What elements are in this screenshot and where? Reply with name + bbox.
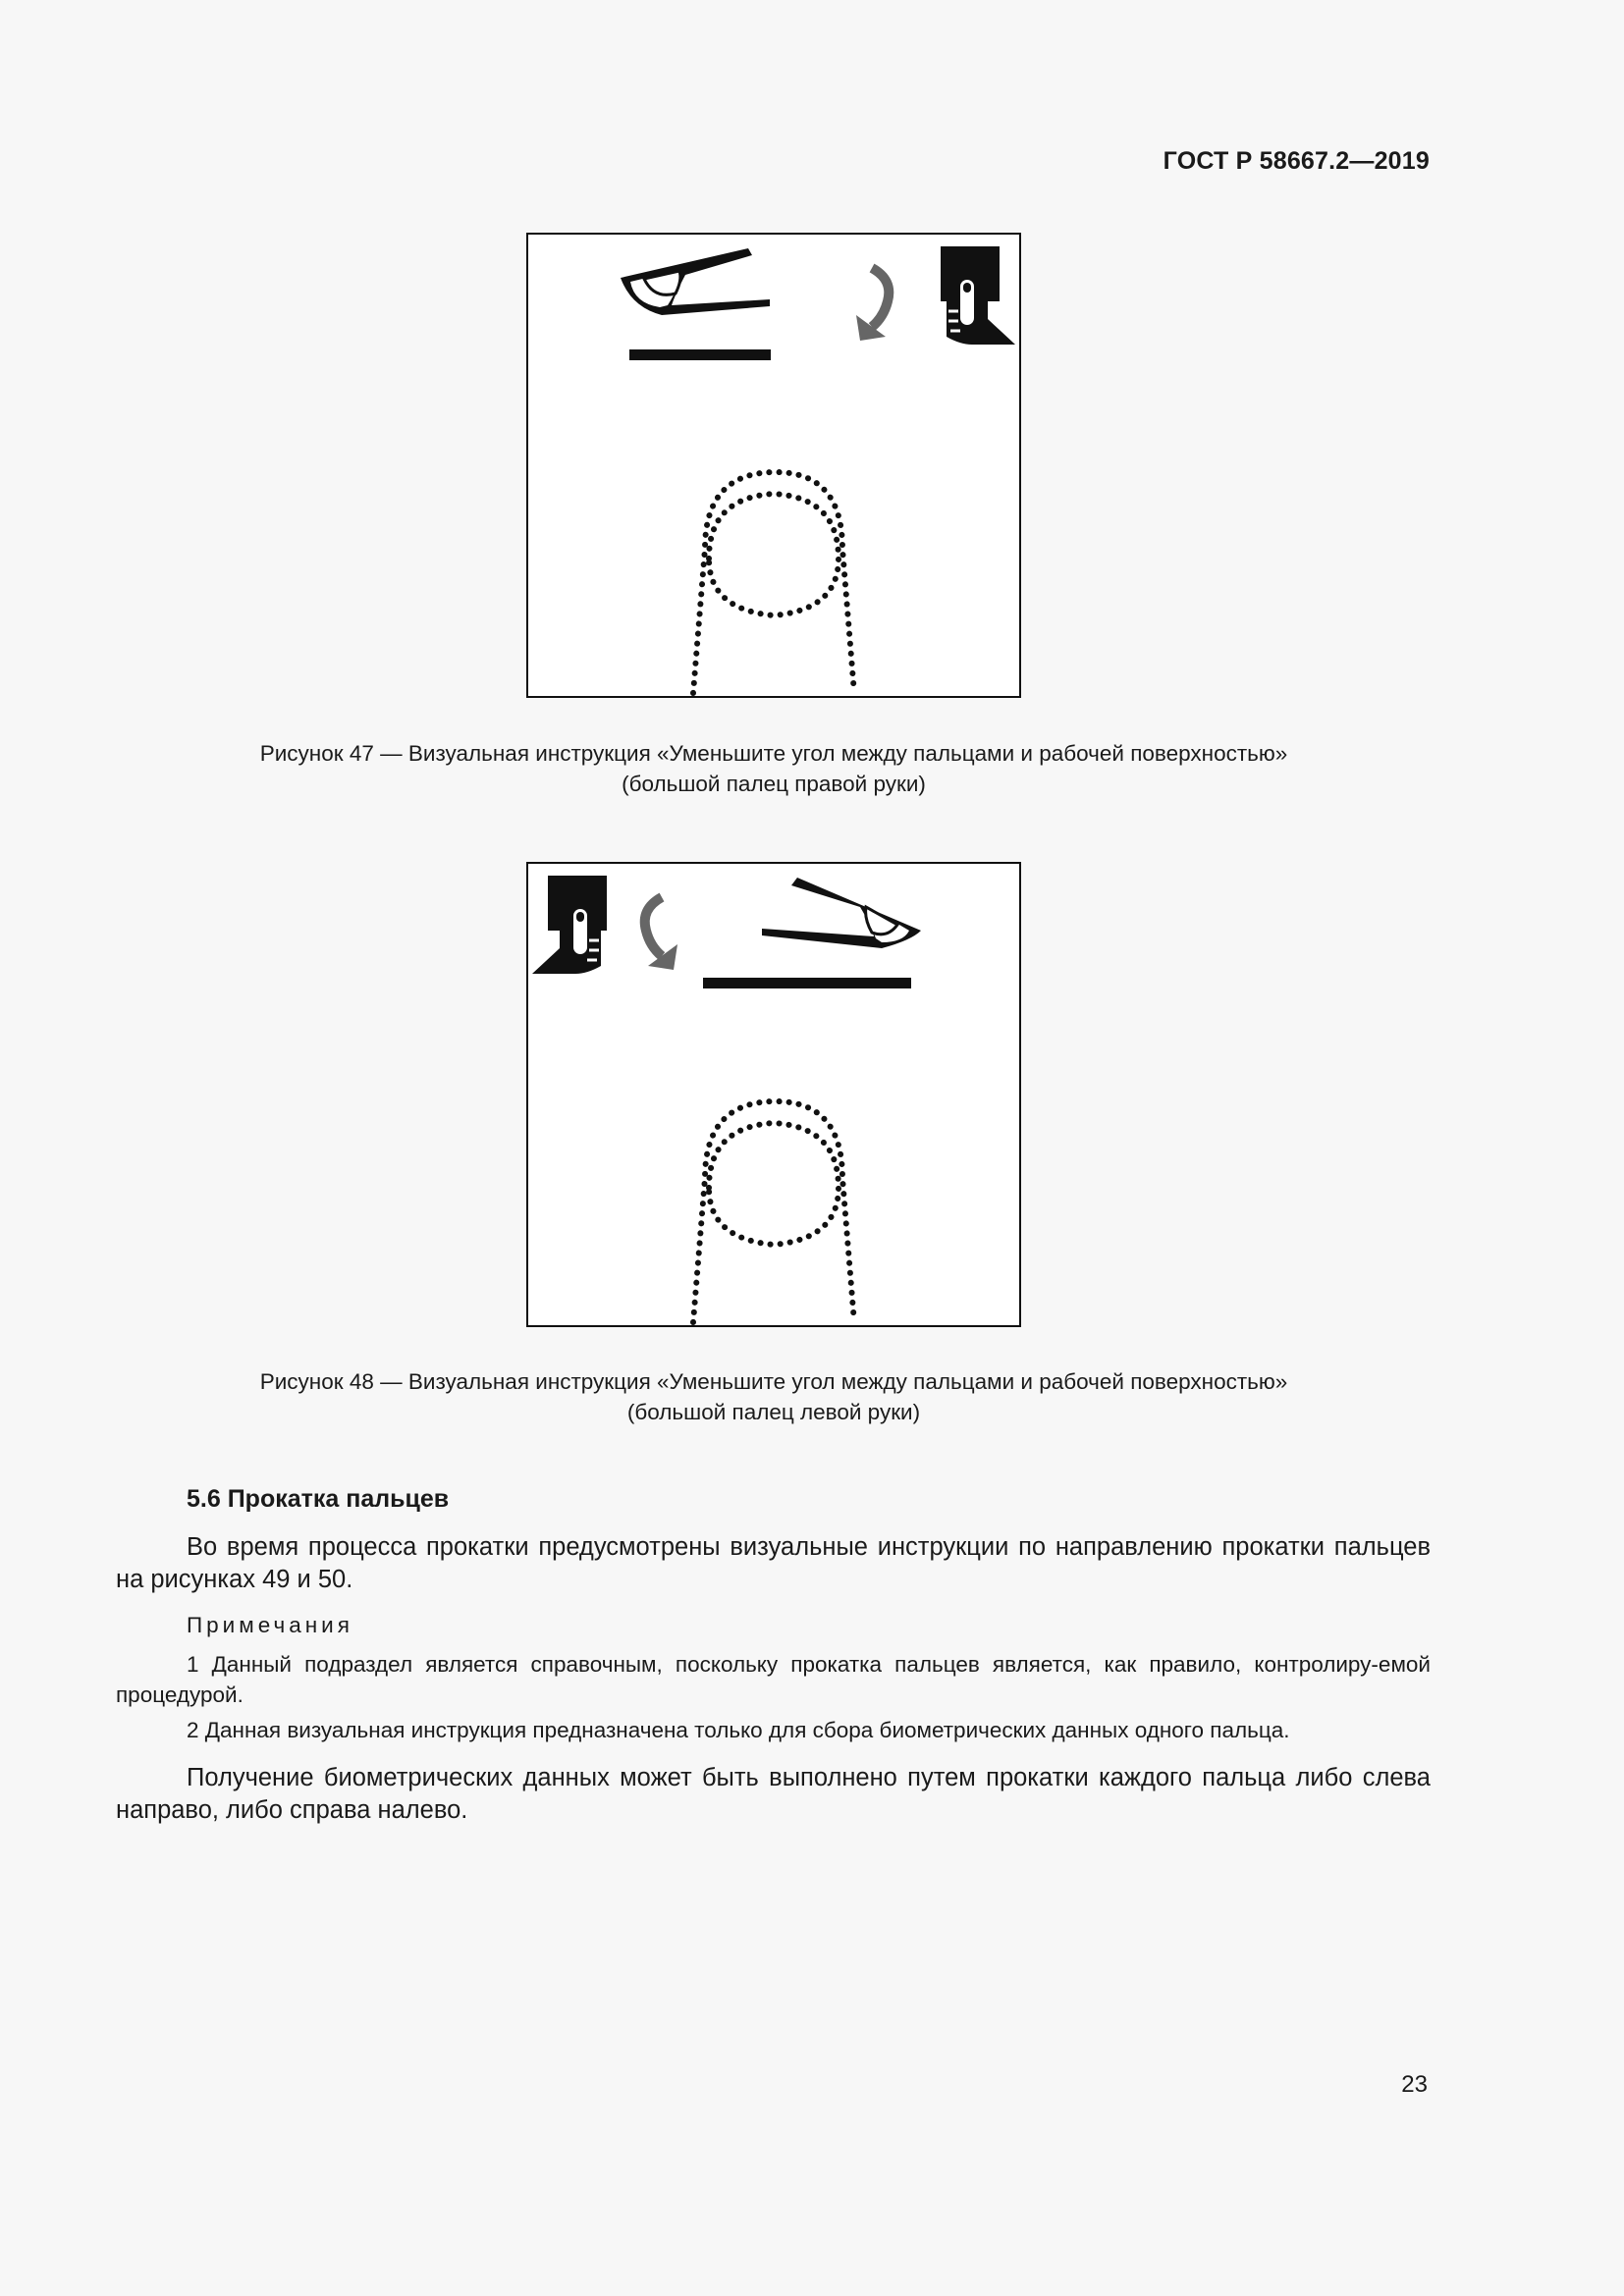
left-hand-icon [532, 876, 607, 974]
intro-paragraph [116, 1531, 1431, 1596]
note-2 [116, 1715, 1431, 1745]
scanner-surface [629, 349, 771, 360]
figure-48 [526, 862, 1021, 1327]
figure-47 [526, 233, 1021, 698]
caption-line: (большой палец правой руки) [622, 772, 926, 796]
outro-paragraph [116, 1762, 1431, 1827]
figure-48-caption [118, 1366, 1430, 1427]
section-title: 5.6 Прокатка пальцев [187, 1485, 450, 1513]
rotate-arrow-icon [645, 897, 662, 956]
document-code: ГОСТ Р 58667.2—2019 [1163, 147, 1430, 175]
notes-title: Примечания [187, 1613, 353, 1637]
rotate-arrow-icon [872, 268, 889, 327]
scanner-surface [703, 978, 911, 988]
note-2-text: 2 Данная визуальная инструкция предназначена только для сбора биометрических данных одного пальца. [187, 1718, 1290, 1742]
fingertip-outline [693, 472, 854, 693]
intro-text: Во время процесса прокатки предусмотрены визуальные инструкции по направлению прокатки пальцев на рисунках 49 и 50. [116, 1533, 1431, 1593]
caption-line: (большой палец левой руки) [626, 1400, 921, 1424]
note-1 [116, 1649, 1431, 1710]
fingertip-outline [693, 1101, 854, 1322]
page-number: 23 [1401, 2071, 1428, 2098]
caption-line: Рисунок 48 — Визуальная инструкция «Уменьшите угол между пальцами и рабочей поверхностью» [259, 1369, 1288, 1394]
outro-text: Получение биометрических данных может быть выполнено путем прокатки каждого пальца либо слева направо, либо справа налево. [116, 1764, 1431, 1824]
figure-47-caption [118, 738, 1430, 799]
right-hand-icon [941, 246, 1015, 345]
note-1-text: 1 Данный подраздел является справочным, поскольку прокатка пальцев является, как правило, контролиру-емой процедурой. [116, 1652, 1431, 1707]
caption-line: Рисунок 47 — Визуальная инструкция «Уменьшите угол между пальцами и рабочей поверхностью» [259, 741, 1288, 766]
